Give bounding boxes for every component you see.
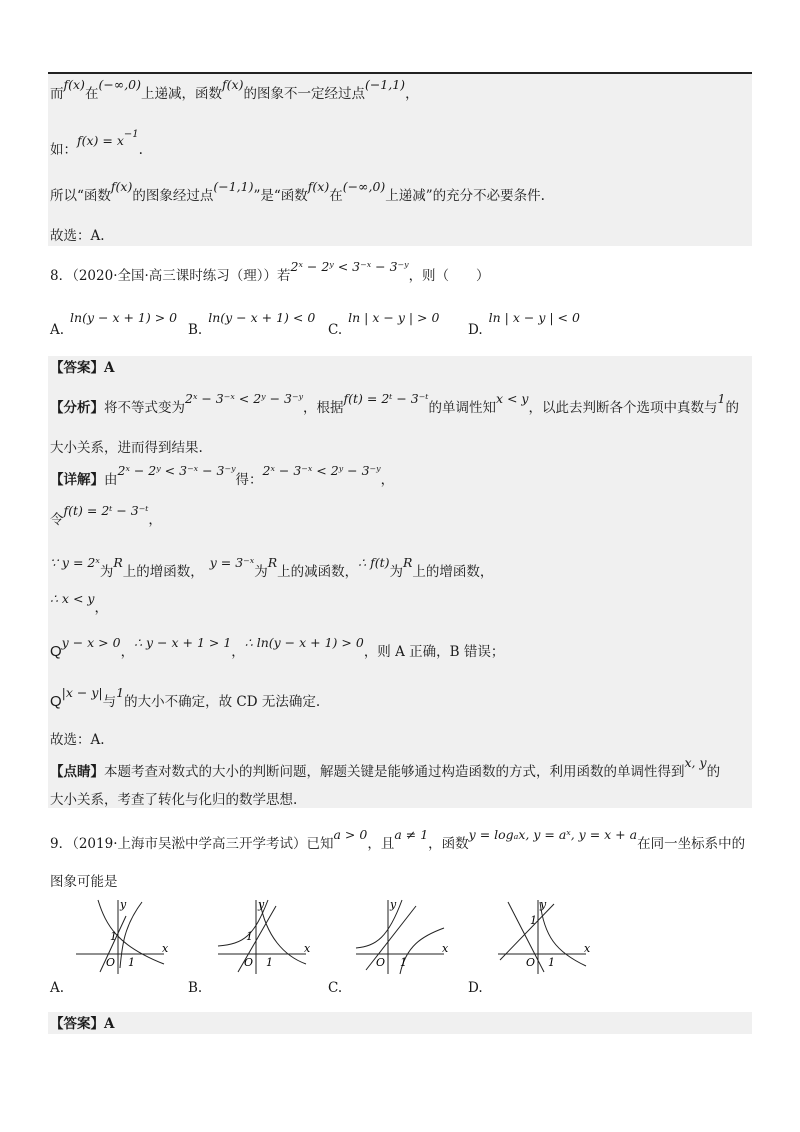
q9-answer: 【答案】A — [50, 1016, 115, 1032]
q8-detail-line1: 【详解】由2ˣ − 2ʸ < 3⁻ˣ − 3⁻ʸ得：2ˣ − 3⁻ˣ < 2ʸ − 3⁻ʸ， — [50, 463, 395, 488]
svg-text:y: y — [120, 898, 127, 911]
svg-text:1: 1 — [548, 956, 555, 969]
prev-line-1: 而f(x)在(−∞,0)上递减，函数f(x)的图象不一定经过点(−1,1)， — [50, 77, 419, 102]
q8-comment-line2: 大小关系，考查了转化与化归的数学思想. — [50, 792, 298, 808]
prev-line-2: 如：$f(x) = x^{-1}$. — [50, 129, 143, 158]
q8-answer: 【答案】A — [50, 360, 115, 376]
q9-figure-label-a: A. — [50, 980, 65, 996]
svg-text:y: y — [258, 898, 265, 911]
q8-option-a: A.ln(y − x + 1) > 0 — [50, 310, 178, 338]
q8-stem: 8．（2020·全国·高三课时练习（理））若2ˣ − 2ʸ < 3⁻ˣ − 3⁻ʸ，则（ ） — [50, 259, 490, 284]
prev-line-3: 所以“函数f(x)的图象经过点(−1,1)”是“函数f(x)在(−∞,0)上递减”的充分不必要条件. — [50, 179, 545, 204]
q9-figure-label-c: C. — [328, 980, 343, 996]
q8-detail-line2: 令f(t) = 2ᵗ − 3⁻ᵗ， — [50, 503, 162, 528]
q9-figure-c — [352, 896, 452, 976]
q9-figure-label-b: B. — [188, 980, 203, 996]
svg-text:O: O — [526, 956, 536, 969]
svg-text:O: O — [106, 956, 116, 969]
svg-text:x: x — [584, 942, 591, 955]
svg-text:O: O — [244, 956, 254, 969]
svg-text:O: O — [376, 956, 386, 969]
q8-detail-line5: Qy − x > 0，∴ y − x + 1 > 1，∴ ln(y − x + 1) > 0，则 A 正确，B 错误； — [50, 635, 505, 660]
svg-text:1: 1 — [266, 956, 273, 969]
svg-text:1: 1 — [246, 930, 253, 943]
svg-text:x: x — [304, 942, 311, 955]
q9-figure-a — [72, 896, 172, 976]
q8-detail-line3: ∵ y = 2ˣ为R上的增函数，y = 3⁻ˣ为R上的减函数，∴ f(t)为R上的增函数， — [50, 555, 494, 580]
prev-conclusion: 故选：A. — [50, 228, 105, 244]
q8-detail-line4: ∴ x < y， — [50, 591, 108, 616]
svg-text:1: 1 — [400, 956, 407, 969]
q9-stem: 9．（2019·上海市吴淞中学高三开学考试）已知a > 0，且a ≠ 1，函数y = logₐx, y = aˣ, y = x + a在同一坐标系中的 — [50, 827, 746, 852]
q9-answer-block — [48, 1012, 752, 1034]
svg-text:y: y — [540, 898, 547, 911]
q8-solution-block — [48, 356, 752, 808]
q8-detail-conclusion: 故选：A. — [50, 732, 105, 748]
svg-text:1: 1 — [530, 914, 537, 927]
q8-analysis: 【分析】将不等式变为2ˣ − 3⁻ˣ < 2ʸ − 3⁻ʸ，根据f(t) = 2ᵗ − 3⁻ᵗ的单调性知x < y，以此去判断各个选项中真数与1的 — [50, 391, 739, 416]
svg-text:y: y — [390, 898, 397, 911]
q8-option-b: B.ln(y − x + 1) < 0 — [188, 310, 316, 338]
q9-figure-d — [494, 896, 594, 976]
q9-figure-b — [214, 896, 314, 976]
q8-analysis-line2: 大小关系，进而得到结果. — [50, 440, 203, 456]
q9-stem-line2: 图象可能是 — [50, 874, 118, 890]
q9-figure-label-d: D. — [468, 980, 483, 996]
q8-option-c: C.ln | x − y | > 0 — [328, 310, 440, 338]
q8-option-d: D.ln | x − y | < 0 — [468, 310, 580, 338]
svg-text:x: x — [442, 942, 449, 955]
svg-text:1: 1 — [110, 930, 117, 943]
svg-text:x: x — [162, 942, 169, 955]
q8-comment: 【点睛】本题考查对数式的大小的判断问题，解题关键是能够通过构造函数的方式，利用函数的单调性得到x, y的 — [50, 755, 721, 780]
q8-detail-line6: Q|x − y|与1的大小不确定，故 CD 无法确定. — [50, 685, 321, 710]
svg-text:1: 1 — [128, 956, 135, 969]
